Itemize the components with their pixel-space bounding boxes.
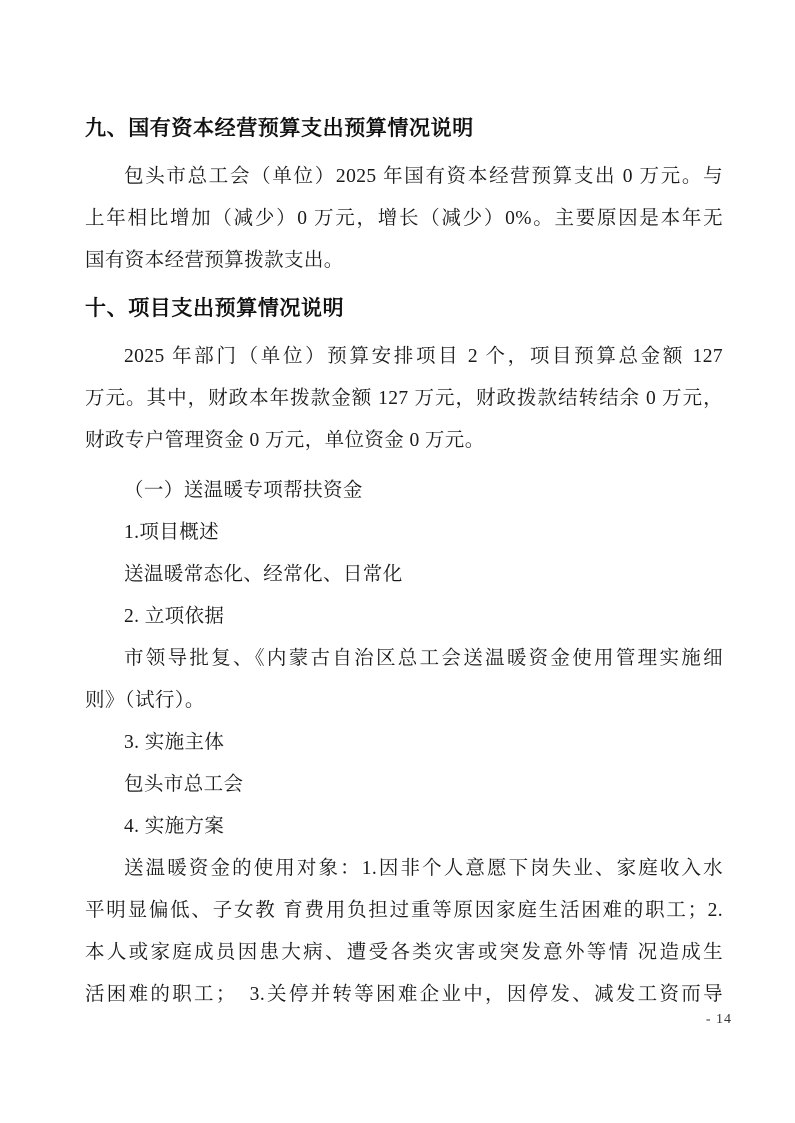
section-10-paragraph-line-3: 财政专户管理资金 0 万元，单位资金 0 万元。: [85, 430, 485, 451]
plan-paragraph-line-1: 送温暖资金的使用对象：1.因非个人意愿下岗失业、家庭收入水: [124, 858, 723, 879]
item-1-project-overview-label: 1.项目概述: [124, 522, 220, 543]
implementer-text: 包头市总工会: [124, 774, 244, 795]
approval-basis-line-2: 则》（试行）。: [85, 690, 205, 711]
document-body: [85, 102, 723, 1016]
item-2-approval-basis-label: 2. 立项依据: [124, 606, 225, 627]
plan-paragraph-line-2: 平明显偏低、子女教 育费用负担过重等原因家庭生活困难的职工；2.: [85, 900, 723, 921]
plan-paragraph-line-4: 活困难的职工； 3.关停并转等困难企业中，因停发、减发工资而导: [85, 984, 723, 1005]
item-3-implementer-label: 3. 实施主体: [124, 732, 225, 753]
plan-paragraph-line-3: 本人或家庭成员因患大病、遭受各类灾害或突发意外等情 况造成生: [85, 942, 723, 963]
section-9-paragraph-line-2: 上年相比增加（减少）0 万元，增长（减少）0%。主要原因是本年无: [85, 208, 723, 229]
page-number: - 14: [705, 1012, 732, 1027]
section-9-heading: 九、国有资本经营预算支出预算情况说明: [85, 117, 474, 140]
section-9-paragraph-line-3: 国有资本经营预算拨款支出。: [85, 250, 344, 271]
project-overview-text: 送温暖常态化、经常化、日常化: [124, 564, 403, 585]
section-10-paragraph-line-1: 2025 年部门（单位）预算安排项目 2 个，项目预算总金额 127: [124, 346, 723, 367]
approval-basis-line-1: 市领导批复、《内蒙古自治区总工会送温暖资金使用管理实施细: [124, 648, 723, 669]
section-10-heading: 十、项目支出预算情况说明: [85, 297, 345, 320]
item-4-plan-label: 4. 实施方案: [124, 816, 225, 837]
section-10-paragraph-line-2: 万元。其中，财政本年拨款金额 127 万元，财政拨款结转结余 0 万元，: [85, 388, 723, 409]
section-9-paragraph-line-1: 包头市总工会（单位）2025 年国有资本经营预算支出 0 万元。与: [124, 166, 723, 187]
subsection-1-title: （一）送温暖专项帮扶资金: [124, 480, 363, 501]
